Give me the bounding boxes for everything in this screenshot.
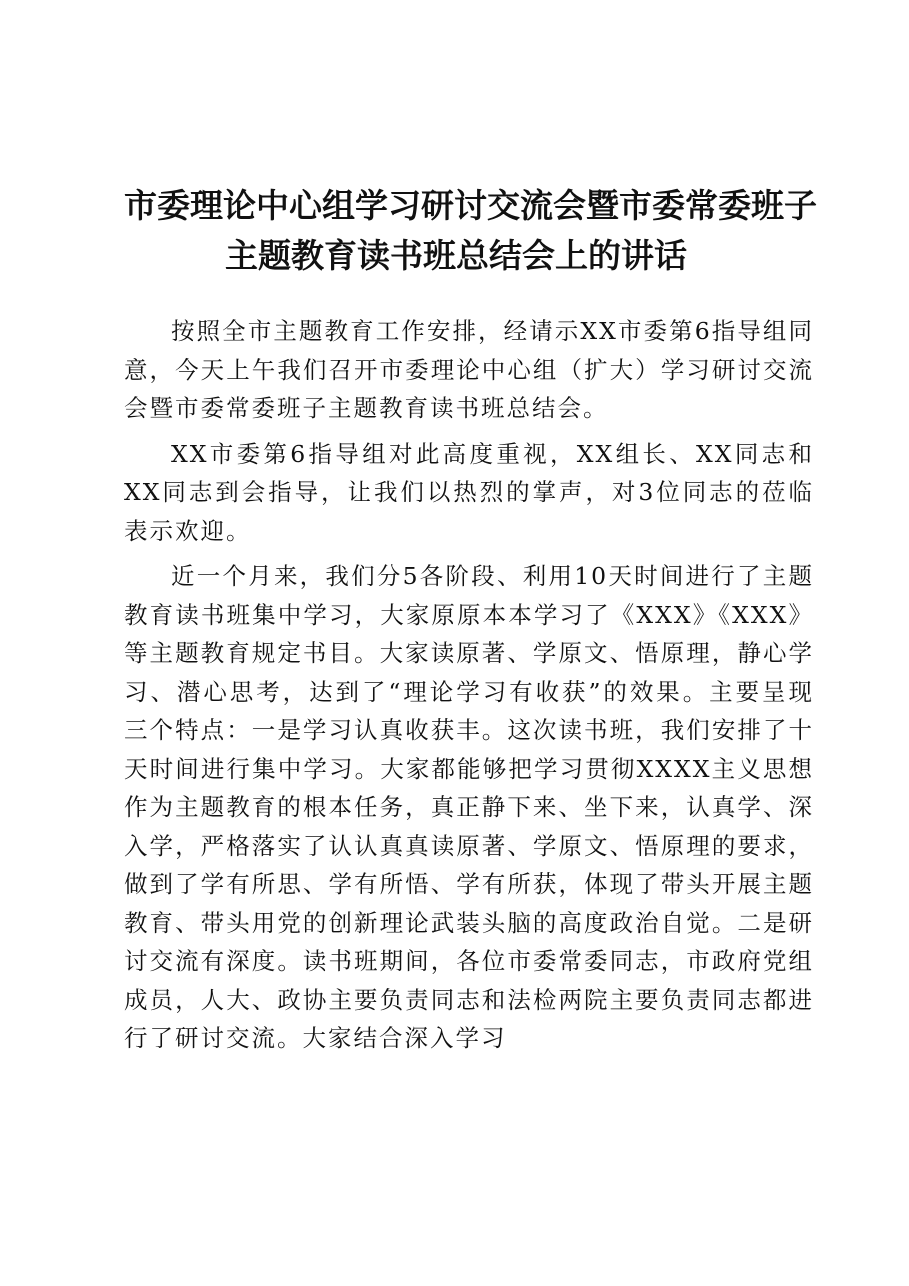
title-line-2: 主题教育读书班总结会上的讲话: [225, 236, 687, 275]
body-paragraph-3: 近一个月来，我们分5各阶段、利用10天时间进行了主题教育读书班集中学习，大家原原本本学习了《XXX》《XXX》等主题教育规定书目。大家读原著、学原文、悟原理，静心学习、潜心思考，达到了“理论学习有收获”的效果。主要呈现三个特点：一是学习认真收获丰。这次读书班，我们安排了十天时间进行集中学习。大家都能够把学习贯彻XXXX主义思想作为主题教育的根本任务，真正静下来、坐下来，认真学、深入学，严格落实了认认真真读原著、学原文、悟原理的要求，做到了学有所思、学有所悟、学有所获，体现了带头开展主题教育、带头用党的创新理论武装头脑的高度政治自觉。二是研讨交流有深度。读书班期间，各位市委常委同志，市政府党组成员，人大、政协主要负责同志和法检两院主要负责同志都进行了研讨交流。大家结合深入学习: [124, 562, 814, 1052]
body-paragraph-1: 按照全市主题教育工作安排，经请示XX市委第6指导组同意，今天上午我们召开市委理论中心组（扩大）学习研讨交流会暨市委常委班子主题教育读书班总结会。: [124, 317, 814, 422]
document-body: [124, 312, 814, 1065]
body-paragraph-2: XX市委第6指导组对此高度重视，XX组长、XX同志和XX同志到会指导，让我们以热烈的掌声，对3位同志的莅临表示欢迎。: [124, 439, 814, 545]
document-title: [96, 181, 836, 281]
title-line-1: 市委理论中心组学习研讨交流会暨市委常委班子: [124, 186, 817, 225]
